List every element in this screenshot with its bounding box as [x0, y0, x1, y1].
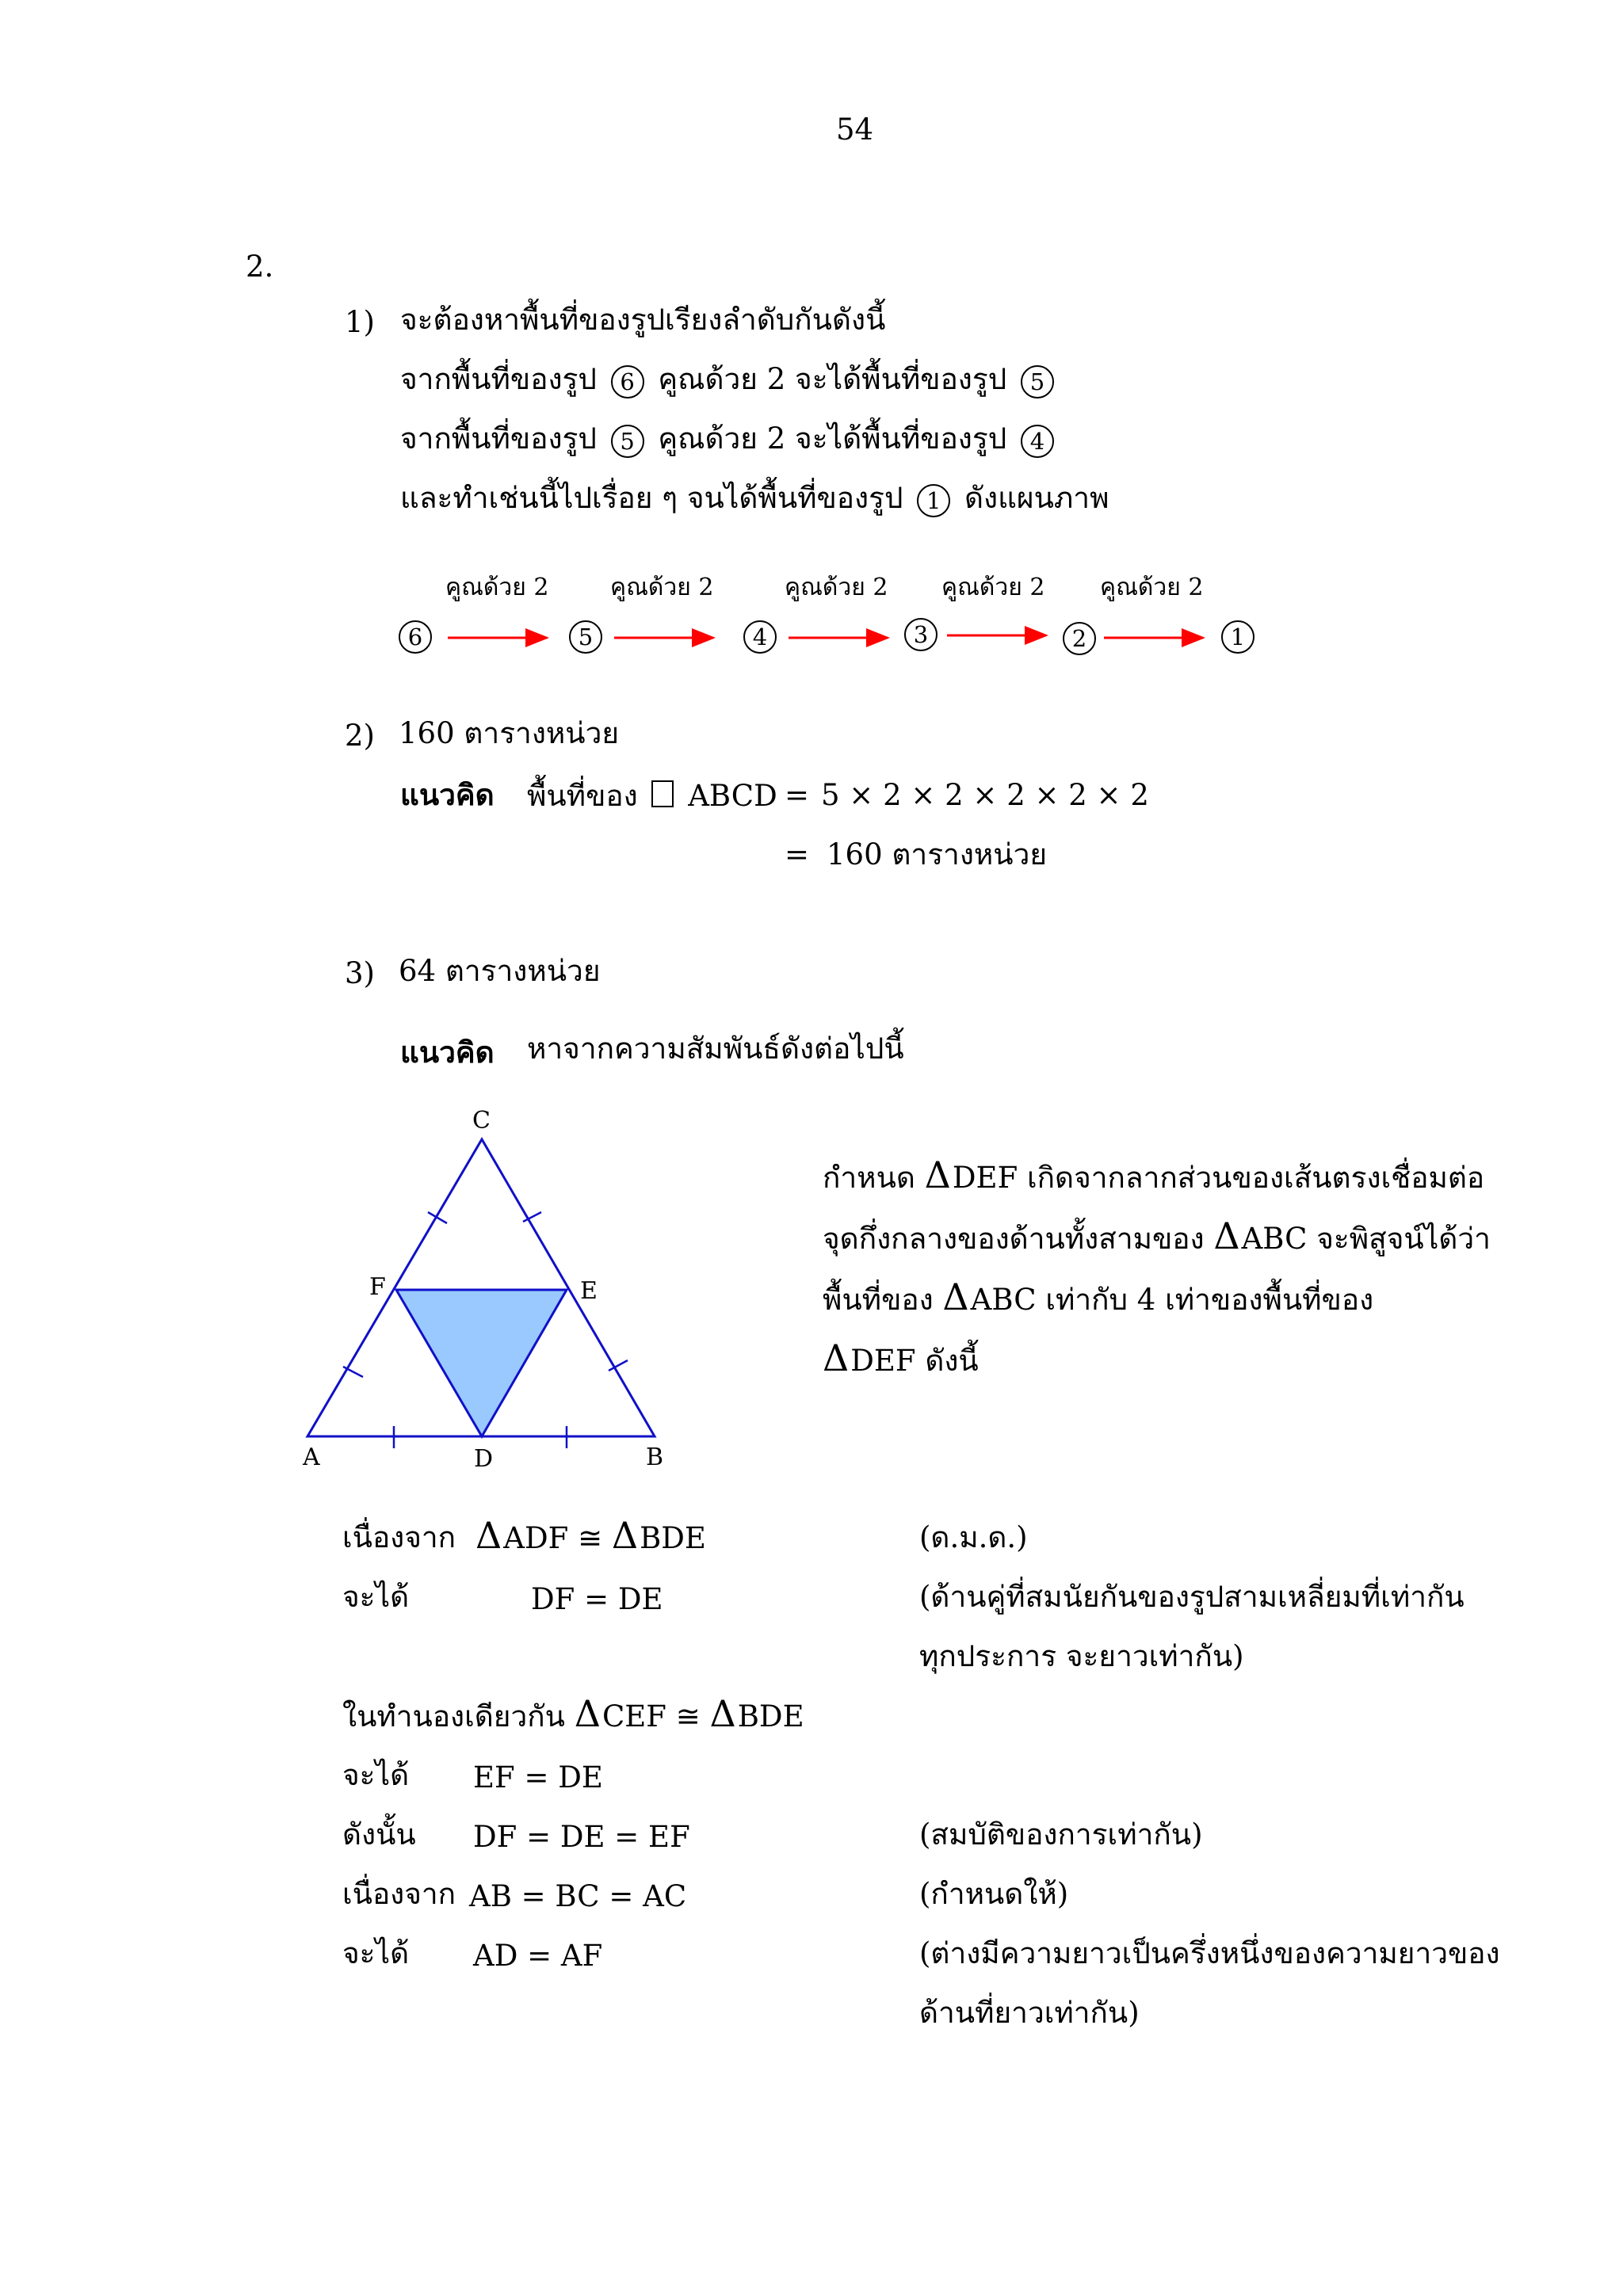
- part3-idea-label: แนวคิด: [400, 1035, 495, 1070]
- text: พื้นที่ของ: [527, 779, 638, 813]
- text: DEF เกิดจากลากส่วนของเส้นตรงเชื่อมต่อ: [952, 1161, 1485, 1195]
- text: คูณด้วย 2 จะได้พื้นที่ของรูป: [658, 362, 1007, 396]
- flow-label: คูณด้วย 2: [445, 574, 549, 601]
- proof-r2-stmt: DF = DE: [531, 1582, 663, 1616]
- text: จากพื้นที่ของรูป: [400, 421, 597, 456]
- triangle-symbol: Δ: [942, 1276, 969, 1318]
- part1-line3: [400, 421, 1059, 458]
- flow-node: 3: [904, 618, 938, 651]
- text: จุดกึ่งกลางของด้านทั้งสามของ: [823, 1222, 1205, 1256]
- part2-row1-expr: 5 × 2 × 2 × 2 × 2 × 2: [821, 778, 1149, 812]
- proof-r7-a: จะได้: [342, 1936, 410, 1970]
- text: ABC เท่ากับ 4 เท่าของพื้นที่ของ: [970, 1283, 1374, 1317]
- triangle-def-fill: [396, 1290, 567, 1436]
- text: ADF: [503, 1521, 569, 1555]
- triangle-symbol: Δ: [924, 1154, 951, 1196]
- part1-number: 1): [345, 305, 375, 339]
- text: ABC จะพิสูจน์ได้ว่า: [1241, 1222, 1491, 1256]
- text: ABCD: [688, 779, 777, 813]
- desc-line3: [823, 1276, 1374, 1318]
- point-label-f: F: [369, 1273, 386, 1301]
- desc-line1: [823, 1154, 1485, 1196]
- part1-line2: [400, 364, 1059, 399]
- congruent-symbol: ≅: [675, 1699, 701, 1733]
- triangle-symbol: Δ: [823, 1337, 850, 1379]
- circled-number: 1: [917, 484, 950, 517]
- text: คูณด้วย 2 จะได้พื้นที่ของรูป: [658, 421, 1007, 456]
- text: BDE: [640, 1521, 706, 1555]
- part2-idea-label: แนวคิด: [400, 777, 495, 812]
- proof-r1-a: เนื่องจาก: [342, 1520, 456, 1554]
- triangle-symbol: Δ: [709, 1692, 736, 1735]
- proof-r2-a: จะได้: [342, 1580, 410, 1614]
- flow-node: 2: [1063, 622, 1096, 655]
- text: CEF: [601, 1699, 666, 1733]
- part3-number: 3): [345, 956, 375, 990]
- text: กำหนด: [823, 1161, 915, 1195]
- triangle-symbol: Δ: [1213, 1215, 1240, 1257]
- text: DEF ดังนี้: [850, 1344, 979, 1378]
- congruent-symbol: ≅: [578, 1521, 603, 1555]
- flow-label: คูณด้วย 2: [610, 574, 714, 601]
- page-number: 54: [836, 113, 874, 147]
- proof-r6-reason: (กำหนดให้): [919, 1877, 1069, 1911]
- point-label-e: E: [580, 1277, 598, 1305]
- flow-node: 5: [569, 620, 602, 654]
- circled-number: 4: [1021, 425, 1054, 458]
- proof-r7-reason2: ด้านที่ยาวเท่ากัน): [919, 1996, 1140, 2030]
- circled-number: 5: [1021, 365, 1054, 399]
- proof-r2-reason1: (ด้านคู่ที่สมนัยกันของรูปสามเหลี่ยมที่เท่ากัน: [919, 1580, 1465, 1614]
- part3-answer: 64 ตารางหน่วย: [399, 954, 601, 988]
- flow-node: 4: [743, 620, 777, 654]
- text: จากพื้นที่ของรูป: [400, 362, 597, 396]
- proof-r7-stmt: AD = AF: [473, 1939, 603, 1973]
- proof-r6-a: เนื่องจาก: [342, 1877, 456, 1911]
- part3-idea-text: หาจากความสัมพันธ์ดังต่อไปนี้: [527, 1032, 904, 1066]
- point-label-b: B: [646, 1444, 664, 1471]
- proof-r4-stmt: EF = DE: [473, 1760, 603, 1794]
- circled-number: 5: [611, 425, 644, 458]
- square-symbol: [651, 780, 674, 807]
- section-number: 2.: [246, 250, 274, 284]
- point-label-a: A: [303, 1444, 320, 1471]
- proof-r2-reason2: ทุกประการ จะยาวเท่ากัน): [919, 1639, 1244, 1673]
- part1-line1: จะต้องหาพื้นที่ของรูปเรียงลำดับกันดังนี้: [400, 303, 886, 337]
- part1-line4: [400, 483, 1109, 517]
- equals: =: [785, 837, 810, 871]
- desc-line4: [823, 1337, 979, 1379]
- flow-label: คูณด้วย 2: [785, 574, 888, 601]
- proof-r7-reason1: (ต่างมีความยาวเป็นครึ่งหนึ่งของความยาวของ: [919, 1936, 1500, 1970]
- part2-row1-text: [527, 779, 777, 813]
- point-label-c: C: [472, 1107, 491, 1135]
- proof-r4-a: จะได้: [342, 1758, 410, 1792]
- text: ในทำนองเดียวกัน: [342, 1699, 565, 1733]
- proof-r6-stmt: AB = BC = AC: [469, 1879, 687, 1913]
- flow-node: 1: [1221, 620, 1254, 654]
- flow-node: 6: [399, 620, 432, 654]
- flow-label: คูณด้วย 2: [1100, 574, 1204, 601]
- flow-label: คูณด้วย 2: [941, 574, 1045, 601]
- circled-number: 6: [611, 365, 644, 399]
- text: ดังแผนภาพ: [964, 481, 1109, 515]
- part2-answer: 160 ตารางหน่วย: [399, 716, 620, 750]
- text: และทำเช่นนี้ไปเรื่อย ๆ จนได้พื้นที่ของรูป: [400, 481, 903, 515]
- proof-r1-reason: (ด.ม.ด.): [919, 1520, 1028, 1554]
- text: พื้นที่ของ: [823, 1283, 934, 1317]
- proof-r1-stmt: [475, 1514, 706, 1557]
- proof-r5-stmt: DF = DE = EF: [473, 1820, 690, 1854]
- flow-arrows: [0, 0, 1623, 713]
- triangle-diagram: [293, 1109, 674, 1489]
- part2-row2-expr: 160 ตารางหน่วย: [827, 837, 1048, 871]
- equals: =: [785, 778, 810, 812]
- triangle-symbol: Δ: [574, 1692, 601, 1735]
- proof-r5-a: ดังนั้น: [342, 1817, 416, 1852]
- point-label-d: D: [474, 1445, 494, 1473]
- desc-line2: [823, 1215, 1491, 1257]
- triangle-symbol: Δ: [611, 1514, 639, 1557]
- proof-r3-a: [342, 1692, 804, 1735]
- text: BDE: [737, 1699, 804, 1733]
- proof-r5-reason: (สมบัติของการเท่ากัน): [919, 1817, 1203, 1852]
- part2-number: 2): [345, 719, 375, 753]
- triangle-symbol: Δ: [475, 1514, 502, 1557]
